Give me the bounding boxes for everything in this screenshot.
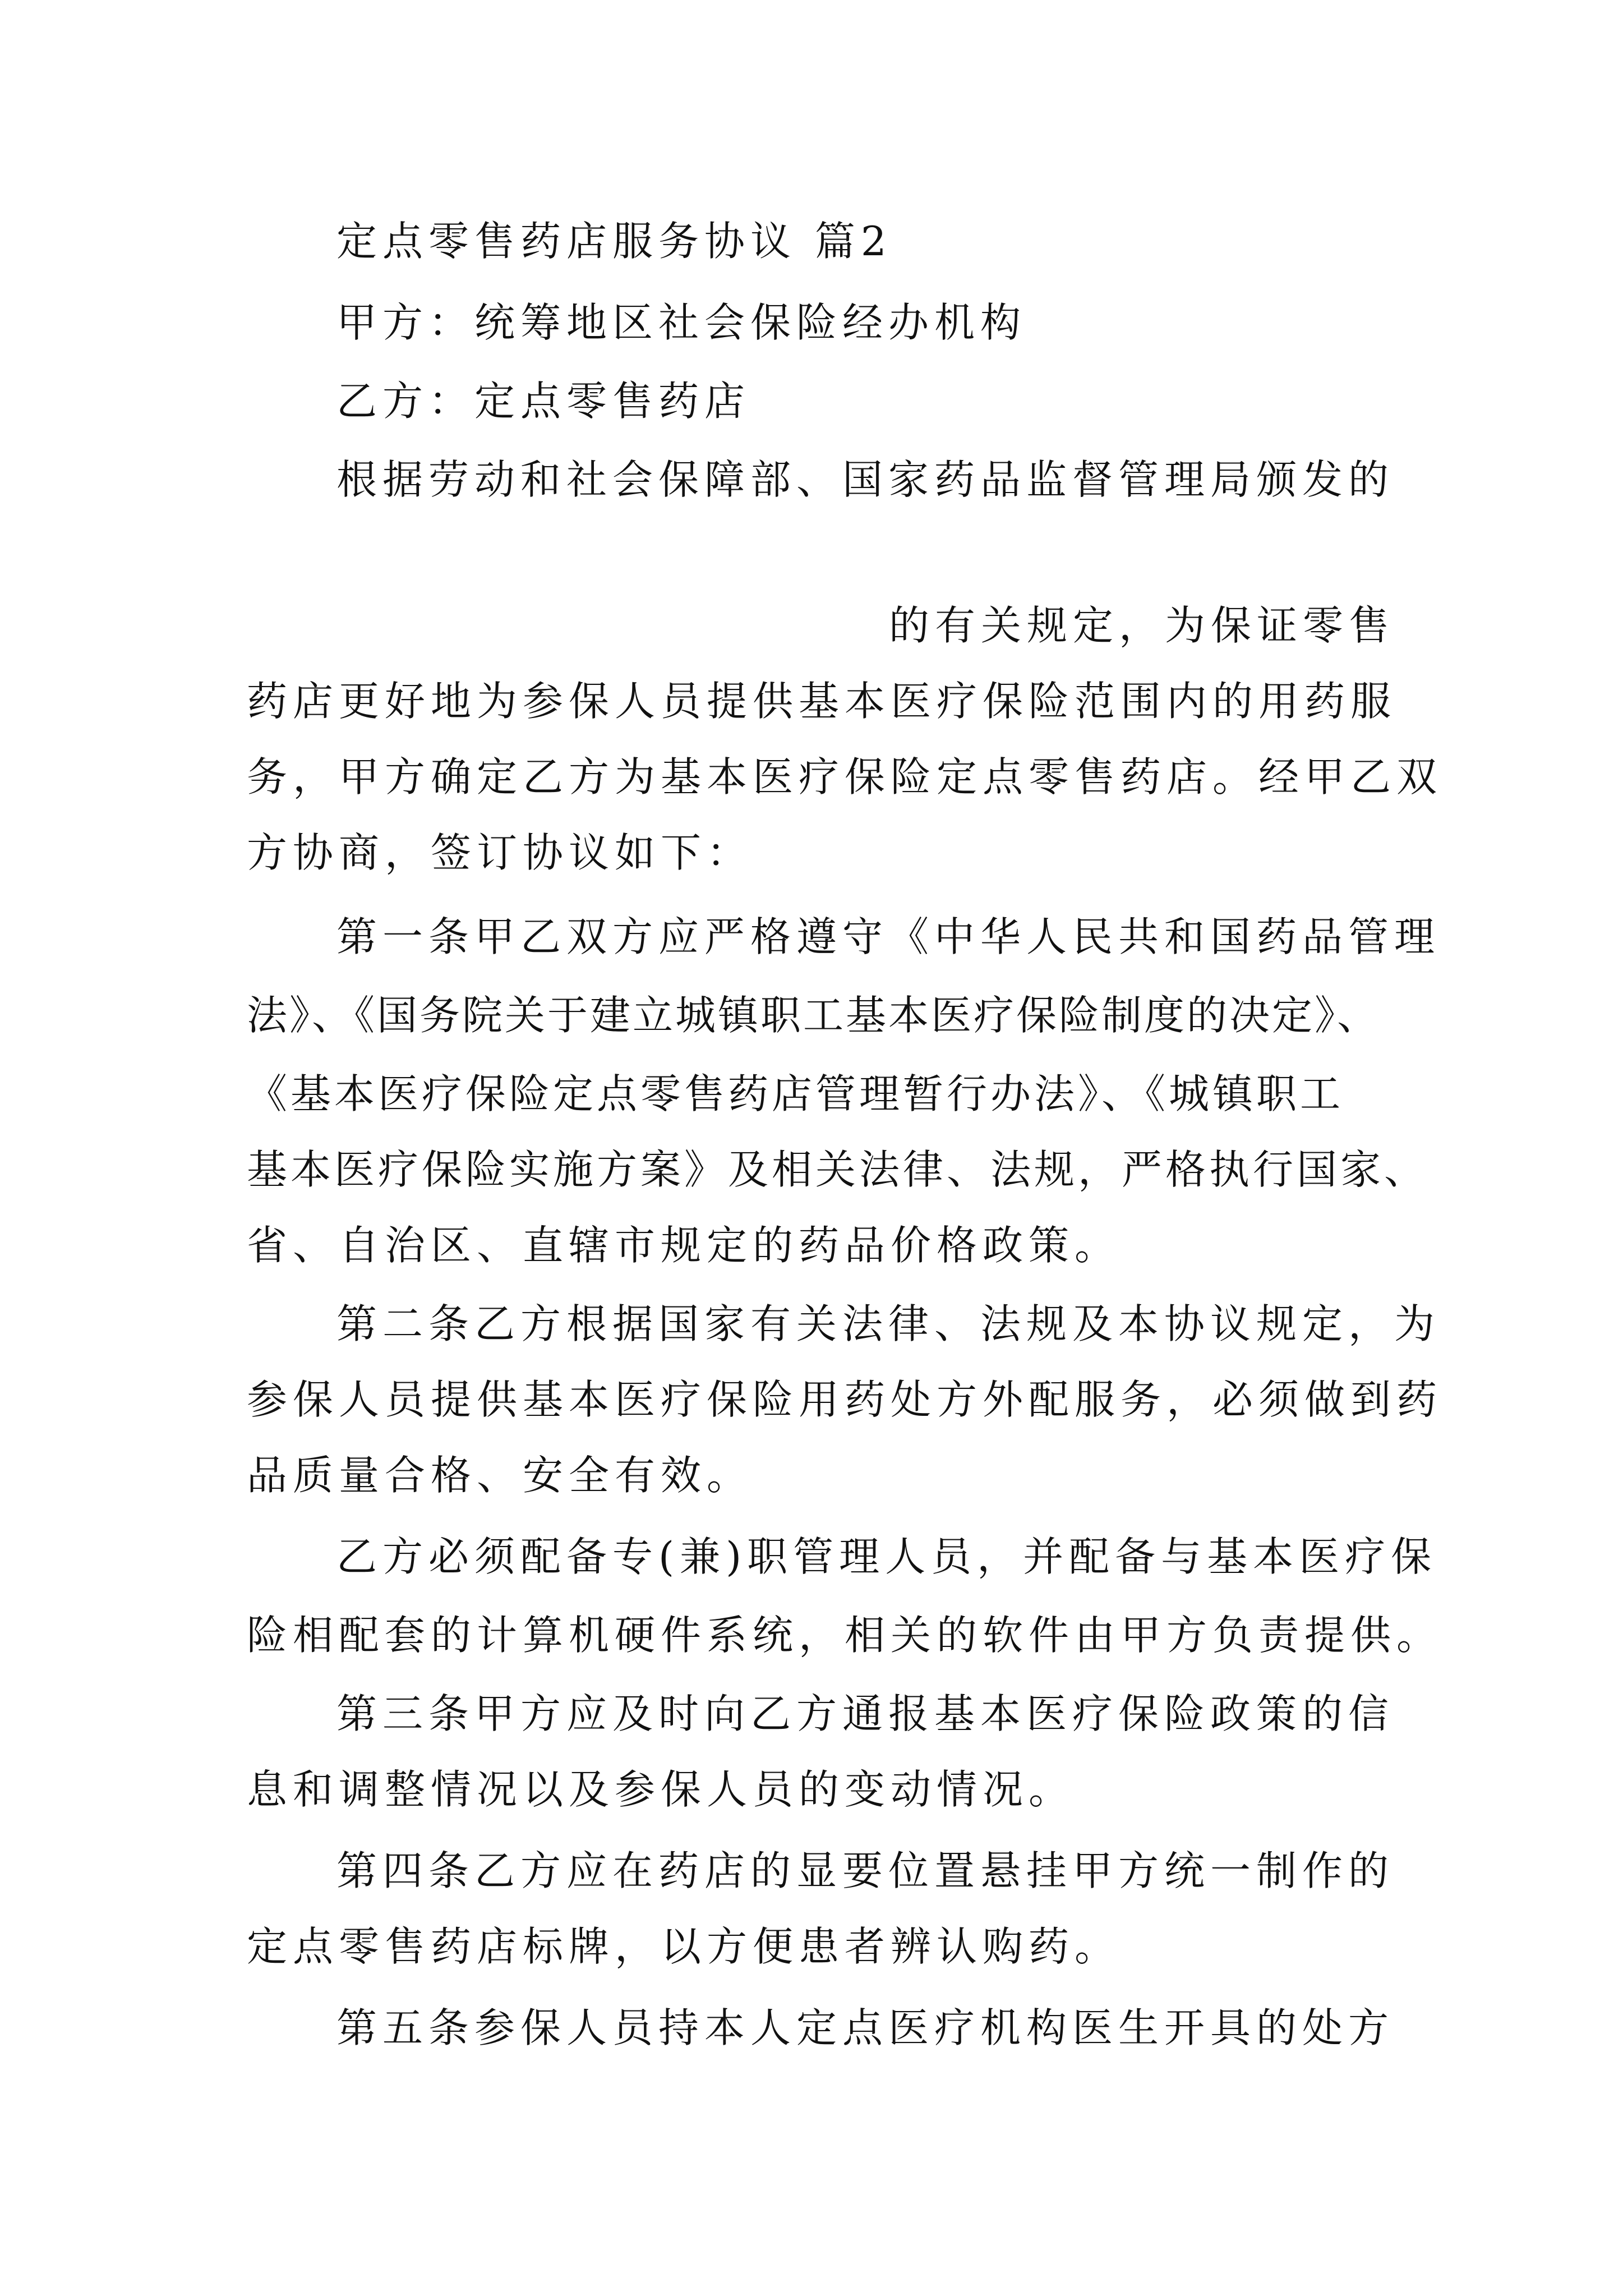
paragraph-line: 乙方：定点零售药店 [336,378,751,425]
paragraph-line: 品质量合格、安全有效。 [247,1452,753,1499]
paragraph-line: 法》、《国务院关于建立城镇职工基本医疗保险制度的决定》、 [247,992,1380,1039]
paragraph-line: 省、自治区、直辖市规定的药品价格政策。 [247,1222,1121,1269]
paragraph-line: 第二条乙方根据国家有关法律、法规及本协议规定，为 [336,1300,1441,1347]
paragraph-line: 甲方：统筹地区社会保险经办机构 [336,299,1027,346]
paragraph-line: 息和调整情况以及参保人员的变动情况。 [247,1766,1075,1813]
paragraph-line: 《基本医疗保险定点零售药店管理暂行办法》、《城镇职工 [247,1070,1344,1117]
paragraph-line: 务，甲方确定乙方为基本医疗保险定点零售药店。经甲乙双 [247,753,1443,800]
paragraph-line: 药店更好地为参保人员提供基本医疗保险范围内的用药服 [247,678,1397,725]
paragraph-line: 基本医疗保险实施方案》及相关法律、法规，严格执行国家、 [247,1146,1428,1193]
paragraph-line: 乙方必须配备专(兼)职管理人员，并配备与基本医疗保 [336,1533,1437,1580]
paragraph-line: 的有关规定，为保证零售 [889,602,1395,649]
paragraph-line: 第三条甲方应及时向乙方通报基本医疗保险政策的信 [336,1690,1395,1737]
paragraph-line: 第一条甲乙双方应严格遵守《中华人民共和国药品管理 [336,913,1441,960]
paragraph-line: 参保人员提供基本医疗保险用药处方外配服务，必须做到药 [247,1376,1443,1423]
document-title: 定点零售药店服务协议 篇2 [336,218,892,265]
paragraph-line: 险相配套的计算机硬件系统，相关的软件由甲方负责提供。 [247,1612,1443,1659]
paragraph-line: 方协商，签订协议如下： [247,829,753,876]
paragraph-line: 定点零售药店标牌，以方便患者辨认购药。 [247,1923,1121,1970]
paragraph-line: 第四条乙方应在药店的显要位置悬挂甲方统一制作的 [336,1847,1395,1894]
paragraph-line: 第五条参保人员持本人定点医疗机构医生开具的处方 [336,2004,1395,2051]
paragraph-line: 根据劳动和社会保障部、国家药品监督管理局颁发的 [336,456,1395,503]
